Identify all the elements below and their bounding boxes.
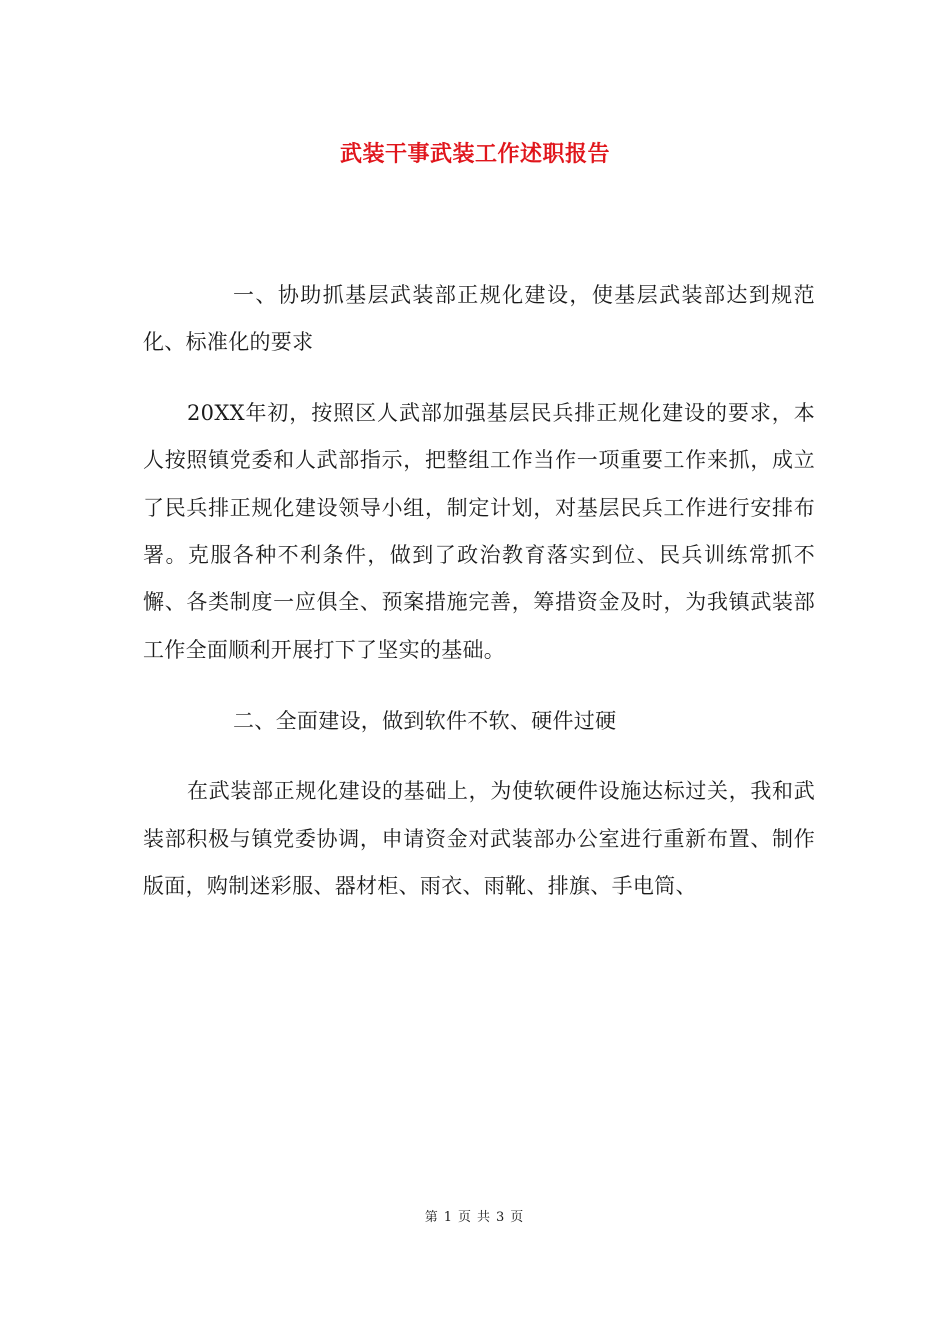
footer-total-pages: 3 xyxy=(496,1210,507,1225)
footer-total-prefix: 共 xyxy=(477,1210,493,1225)
body-paragraph-2: 在武装部正规化建设的基础上，为使软硬件设施达标过关，我和武装部积极与镇党委协调，申请资金对武装部办公室进行重新布置、制作版面，购制迷彩服、器材柜、雨衣、雨靴、排旗、手电筒、 xyxy=(143,779,815,899)
document-title: 武装干事武装工作述职报告 xyxy=(339,141,610,167)
page-footer xyxy=(0,1208,950,1228)
document-body xyxy=(143,272,815,934)
body-paragraph-1: 20XX年初，按照区人武部加强基层民兵排正规化建设的要求，本人按照镇党委和人武部指示，把整组工作当作一项重要工作来抓，成立了民兵排正规化建设领导小组，制定计划，对基层民兵工作进行安排布署。克服各种不利条件，做到了政治教育落实到位、民兵训练常抓不懈、各类制度一应俱全、预案措施完善，筹措资金及时，为我镇武装部工作全面顺利开展打下了坚实的基础。 xyxy=(143,401,815,662)
section-heading-1: 一、协助抓基层武装部正规化建设，使基层武装部达到规范化、标准化的要求 xyxy=(143,283,815,355)
footer-current-page: 1 xyxy=(443,1210,454,1225)
footer-prefix: 第 xyxy=(424,1210,440,1225)
section-heading-2: 二、全面建设，做到软件不软、硬件过硬 xyxy=(233,708,617,733)
footer-total-unit: 页 xyxy=(510,1210,526,1225)
footer-page-unit: 页 xyxy=(457,1210,473,1225)
